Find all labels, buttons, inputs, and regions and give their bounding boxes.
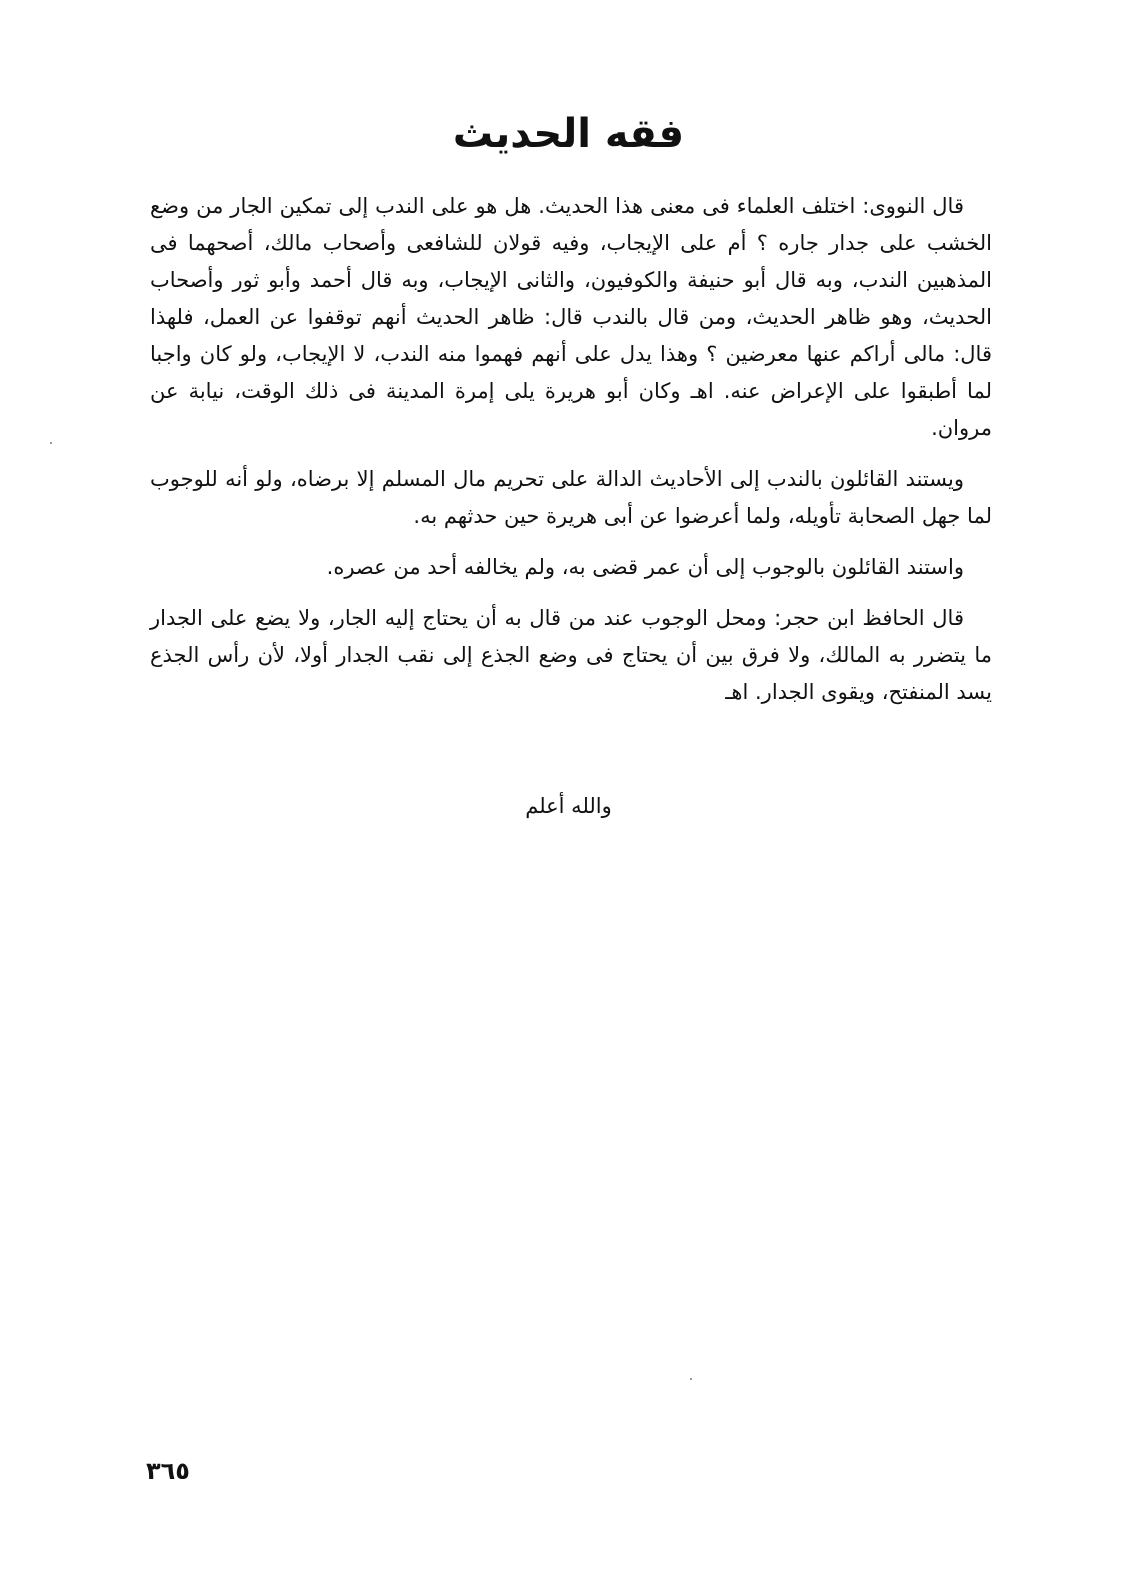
page-title: فقه الحديث	[452, 111, 685, 157]
body-text	[150, 188, 992, 725]
paragraph-wujub: واستند القائلون بالوجوب إلى أن عمر قضى به، ولم يخالفه أحد من عصره.	[326, 555, 964, 579]
scan-speck	[50, 442, 52, 444]
paragraph-ibn-hajar: قال الحافظ ابن حجر: ومحل الوجوب عند من قال به أن يحتاج إليه الجار، ولا يضع على الجدار ما يتضرر به المالك، ولا فرق بين أن يحتاج فى وضع الجذع إلى نقب الجدار أولا، لأن رأس الجذع يسد المنفتح، ويقوى الجدار. اهـ	[150, 606, 992, 704]
page-number: ٣٦٥	[146, 1457, 190, 1485]
paragraph-nadb: ويستند القائلون بالندب إلى الأحاديث الدالة على تحريم مال المسلم إلا برضاه، ولو أنه للوجوب لما جهل الصحابة تأويله، ولما أعرضوا عن أبى هريرة حين حدثهم به.	[150, 467, 992, 528]
scan-speck	[690, 1378, 692, 1380]
closing-phrase: والله أعلم	[525, 794, 612, 818]
paragraph-nawawi: قال النووى: اختلف العلماء فى معنى هذا الحديث. هل هو على الندب إلى تمكين الجار من وضع الخشب على جدار جاره ؟ أم على الإيجاب، وفيه قولان للشافعى وأصحاب مالك، أصحهما فى المذهبين الندب، وبه قال أبو حنيفة والكوفيون، والثانى الإيجاب، وبه قال أحمد وأبو ثور وأصحاب الحديث، وهو ظاهر الحديث، ومن قال بالندب قال: ظاهر الحديث أنهم توقفوا عن العمل، فلهذا قال: مالى أراكم عنها معرضين ؟ وهذا يدل على أنهم فهموا منه الندب، لا الإيجاب، ولو كان واجبا لما أطبقوا على الإعراض عنه. اهـ وكان أبو هريرة يلى إمرة المدينة فى ذلك الوقت، نيابة عن مروان.	[150, 194, 992, 440]
